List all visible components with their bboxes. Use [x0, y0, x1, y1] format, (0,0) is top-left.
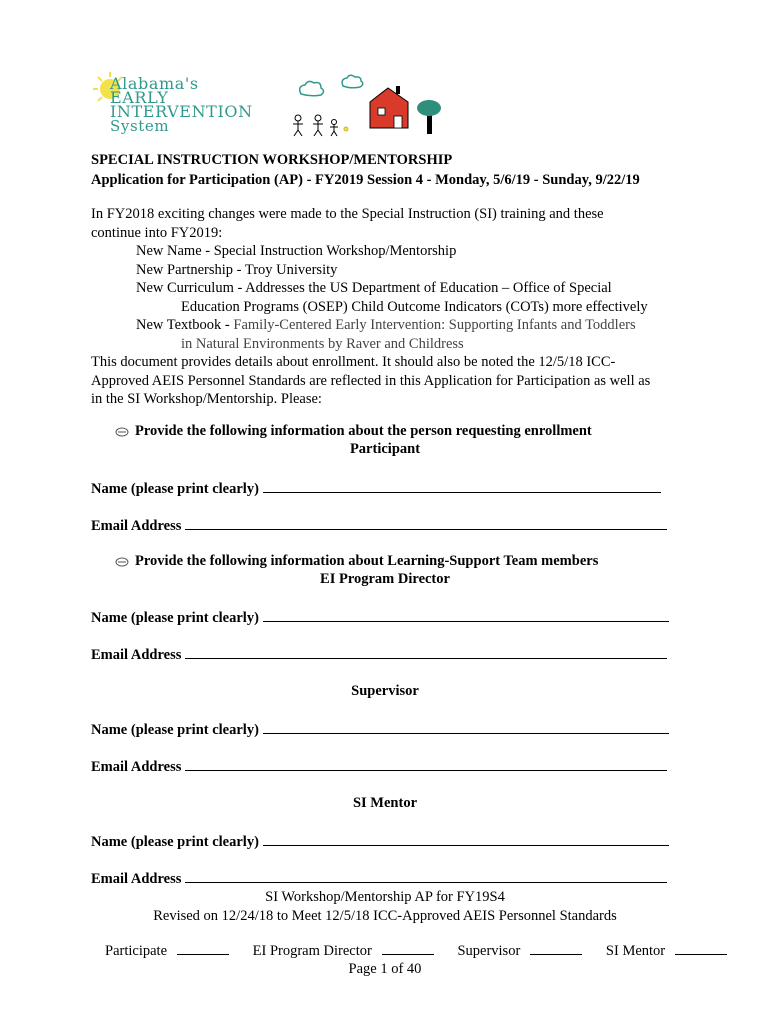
participant-email-label: Email Address [91, 518, 182, 534]
stick-figures-icon [293, 115, 348, 136]
mentor-email-line[interactable] [185, 869, 667, 883]
director-email-field[interactable] [91, 645, 667, 664]
house-icon [370, 86, 408, 128]
footer-line-2: Revised on 12/24/18 to Meet 12/5/18 ICC-Approved AEIS Personnel Standards [153, 908, 617, 924]
intro-item-4a-label: New Textbook - [136, 317, 234, 333]
intro-item-2: New Partnership - Troy University [136, 261, 338, 278]
participant-name-field[interactable] [91, 479, 661, 498]
supervisor-email-line[interactable] [185, 757, 667, 771]
section-mentor: SI Mentor [352, 795, 418, 811]
initial-supervisor-label: Supervisor [457, 943, 521, 959]
supervisor-name-line[interactable] [263, 720, 669, 734]
supervisor-name-field[interactable] [91, 720, 669, 739]
initial-director-line[interactable] [382, 942, 434, 955]
logo-line-4: System [110, 117, 170, 135]
director-email-line[interactable] [185, 645, 667, 659]
initial-mentor-label: SI Mentor [605, 943, 666, 959]
intro-item-3b: Education Programs (OSEP) Child Outcome Indicators (COTs) more effectively [181, 298, 648, 315]
director-name-line[interactable] [263, 608, 669, 622]
mentor-email-label: Email Address [91, 871, 182, 887]
section-supervisor: Supervisor [351, 683, 419, 699]
intro-item-3a: New Curriculum - Addresses the US Department of Education – Office of Special [136, 280, 612, 296]
bullet-icon [115, 427, 129, 437]
initial-participate-line[interactable] [177, 942, 229, 955]
initials-row [105, 942, 747, 960]
intro-p2b: Approved AEIS Personnel Standards are reflected in this Application for Participation as well as [91, 372, 651, 389]
logo-line-3: INTERVENTION [110, 102, 253, 121]
mentor-name-line[interactable] [263, 832, 669, 846]
participant-email-line[interactable] [185, 516, 667, 530]
bullet-team [115, 553, 598, 570]
section-director: EI Program Director [320, 571, 450, 587]
initial-supervisor[interactable] [457, 942, 592, 960]
initial-mentor-line[interactable] [675, 942, 727, 955]
initial-mentor[interactable] [606, 942, 737, 960]
title-line-1: SPECIAL INSTRUCTION WORKSHOP/MENTORSHIP [91, 152, 453, 168]
bullet-icon [115, 557, 129, 567]
title-line-2: Application for Participation (AP) - FY2019 Session 4 - Monday, 5/6/19 - Sunday, 9/22/19 [91, 172, 640, 188]
intro-item-4a-title: Family-Centered Early Intervention: Supporting Infants and Toddlers [233, 317, 636, 333]
tree-icon [417, 100, 441, 134]
intro-item-4b: in Natural Environments by Raver and Childress [181, 335, 464, 352]
logo-line-1: Alabama's [110, 74, 199, 93]
intro-p1a: In FY2018 exciting changes were made to the Special Instruction (SI) training and these [91, 206, 604, 222]
supervisor-email-field[interactable] [91, 757, 667, 776]
intro-item-4a [91, 316, 691, 335]
cloud-icon [300, 75, 363, 96]
initial-director[interactable] [253, 942, 444, 960]
page-number: Page 1 of 40 [348, 961, 422, 977]
mentor-email-field[interactable] [91, 869, 667, 888]
intro-p2a: This document provides details about enrollment. It should also be noted the 12/5/18 ICC- [91, 354, 616, 370]
director-name-label: Name (please print clearly) [91, 610, 259, 626]
supervisor-name-label: Name (please print clearly) [91, 722, 259, 738]
participant-name-line[interactable] [263, 479, 661, 493]
supervisor-email-label: Email Address [91, 759, 182, 775]
intro-p1b: continue into FY2019: [91, 224, 223, 241]
initial-participate-label: Participate [105, 943, 168, 959]
initial-director-label: EI Program Director [252, 943, 372, 959]
document-title [91, 150, 640, 190]
logo-text [110, 74, 253, 135]
section-participant: Participant [349, 441, 421, 457]
logo-line-2: EARLY [110, 88, 169, 107]
participant-email-field[interactable] [91, 516, 667, 535]
intro-item-1: New Name - Special Instruction Workshop/Mentorship [136, 243, 457, 259]
intro-p2c: in the SI Workshop/Mentorship. Please: [91, 391, 322, 407]
director-name-field[interactable] [91, 608, 669, 627]
bullet-enrollment-text: Provide the following information about the person requesting enrollment [135, 423, 592, 439]
footer-line-1: SI Workshop/Mentorship AP for FY19S4 [265, 889, 505, 905]
participant-name-label: Name (please print clearly) [91, 481, 259, 497]
bullet-enrollment [115, 423, 592, 440]
initial-participate[interactable] [105, 942, 239, 960]
mentor-name-field[interactable] [91, 832, 669, 851]
bullet-team-text: Provide the following information about Learning-Support Team members [135, 553, 599, 569]
intro-text [91, 205, 691, 409]
initial-supervisor-line[interactable] [530, 942, 582, 955]
mentor-name-label: Name (please print clearly) [91, 834, 259, 850]
director-email-label: Email Address [91, 647, 182, 663]
